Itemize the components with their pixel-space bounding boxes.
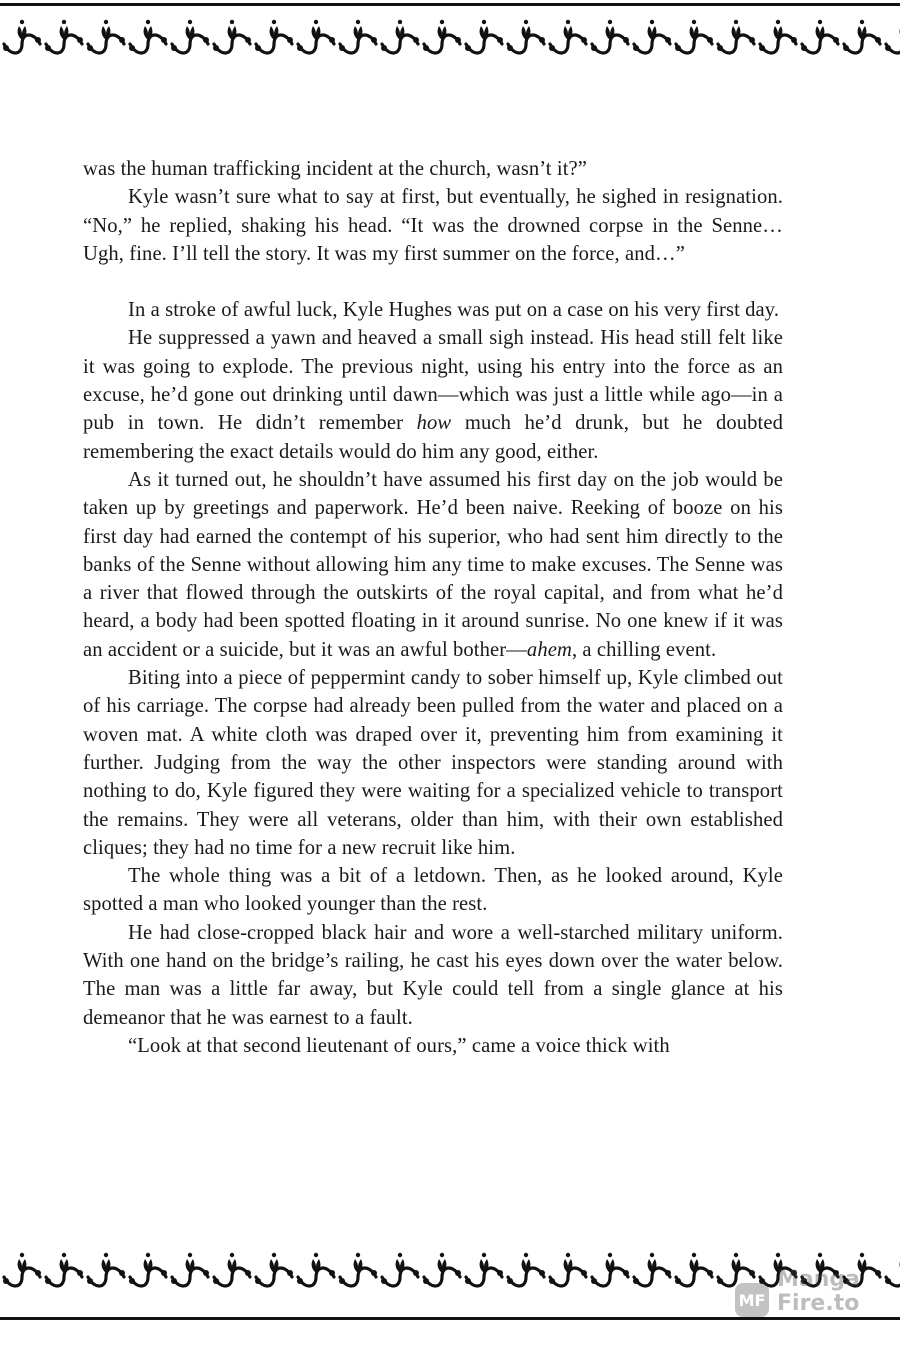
scroll-motif <box>45 1253 83 1286</box>
paragraph <box>83 664 783 862</box>
text-run: Kyle wasn’t sure what to say at first, but eventually, he sighed in resignation. “No,” he replied, shaking his head. “It was the drowned corpse in the Senne… Ugh, fine. I’ll tell the story. It was my first summer on the force, and…” <box>83 186 783 265</box>
mangafire-logo-icon: MF <box>735 1283 769 1317</box>
scroll-motif <box>129 20 167 53</box>
scroll-motif <box>45 20 83 53</box>
italic-text: ahem <box>526 638 572 661</box>
text-run: “Look at that second lieutenant of ours,” came a voice thick with <box>128 1034 670 1057</box>
top-scroll-ornament <box>0 0 900 80</box>
scroll-motif <box>3 20 41 53</box>
scroll-motif <box>633 20 671 53</box>
scroll-motif <box>213 20 251 53</box>
scroll-motif <box>885 1253 900 1286</box>
text-run: was the human trafficking incident at the church, wasn’t it?” <box>83 158 587 180</box>
watermark-line1: Manga <box>777 1267 860 1292</box>
scroll-motif <box>255 20 293 53</box>
scroll-motif <box>297 1253 335 1286</box>
text-run: much he’d drunk, but he doubted remembering the exact details would do him any good, either. <box>83 412 784 463</box>
scroll-motif <box>549 20 587 53</box>
scroll-motif <box>591 1253 629 1286</box>
text-run: As it turned out, he shouldn’t have assumed his first day on the job would be taken up by greetings and paperwork. He’d been naive. Reeking of booze on his first day had earned the contempt of his superior, who had sent him directly to the banks of the Senne without allowing him any time to make excuses. The Senne was a river that flowed through the outskirts of the royal capital, and from what he’d heard, a body had been spotted floating in it around sunrise. No one knew if it was an accident or a suicide, but it was an awful bother— <box>83 468 783 661</box>
text-run: Biting into a piece of peppermint candy to sober himself up, Kyle climbed out of his carriage. The corpse had already been pulled from the water and placed on a woven mat. A white cloth was draped over it, preventing him from examining it further. Judging from the way the other inspectors were standing around with nothing to do, Kyle figured they were waiting for a specialized vehicle to transport the remains. They were all veterans, older than him, with their own established cliques; they had no time for a new recruit like him. <box>83 667 783 859</box>
scroll-motif <box>507 1253 545 1286</box>
text-run: , a chilling event. <box>571 638 717 661</box>
scroll-motif <box>381 1253 419 1286</box>
scroll-motif <box>843 20 881 53</box>
text-run: He suppressed a yawn and heaved a small sigh instead. His head still felt like it was going to explode. The previous night, using his entry into the force as an excuse, he’d gone out drinking until dawn—which was just a little while ago—in a pub in town. He didn’t remember <box>83 327 783 435</box>
scroll-motif <box>339 1253 377 1286</box>
scroll-motif <box>213 1253 251 1286</box>
scroll-motif <box>507 20 545 53</box>
paragraph <box>83 1032 783 1060</box>
watermark-line2: Fire.to <box>777 1291 860 1316</box>
scroll-motif <box>801 20 839 53</box>
scroll-motif <box>633 1253 671 1286</box>
scroll-motif <box>297 20 335 53</box>
top-ornamental-border <box>0 0 900 80</box>
scroll-motif <box>87 20 125 53</box>
paragraph <box>83 155 783 183</box>
scroll-motif <box>339 20 377 53</box>
scroll-motif <box>381 20 419 53</box>
paragraph <box>83 466 783 664</box>
text-run: In a stroke of awful luck, Kyle Hughes was put on a case on his very first day. <box>128 299 780 322</box>
scroll-motif <box>675 1253 713 1286</box>
scroll-motif <box>129 1253 167 1286</box>
scroll-motif <box>87 1253 125 1286</box>
scroll-motif <box>465 20 503 53</box>
scroll-motif <box>171 20 209 53</box>
paragraph <box>83 183 783 268</box>
italic-text: how <box>416 412 452 435</box>
scroll-motif <box>423 1253 461 1286</box>
scroll-motif <box>465 1253 503 1286</box>
scroll-motif <box>759 20 797 53</box>
scroll-motif <box>549 1253 587 1286</box>
text-run: He had close-cropped black hair and wore a well-starched military uniform. With one hand on the bridge’s railing, he cast his eyes down over the water below. The man was a little far away, but Kyle could tell from a single glance at his demeanor that he was earnest to a fault. <box>83 921 783 1029</box>
paragraph <box>83 919 783 1032</box>
text-run: The whole thing was a bit of a letdown. Then, as he looked around, Kyle spotted a man who looked younger than the rest. <box>83 865 783 916</box>
scroll-motif <box>423 20 461 53</box>
scroll-motif <box>171 1253 209 1286</box>
scroll-motif <box>885 20 900 53</box>
scroll-motif <box>3 1253 41 1286</box>
paragraph <box>83 324 783 465</box>
paragraph <box>83 862 783 919</box>
scroll-motif <box>675 20 713 53</box>
book-page-text <box>83 155 783 1060</box>
scroll-motif <box>717 20 755 53</box>
paragraph <box>83 296 783 324</box>
scroll-motif <box>591 20 629 53</box>
mangafire-watermark <box>735 1265 885 1325</box>
scroll-motif <box>255 1253 293 1286</box>
